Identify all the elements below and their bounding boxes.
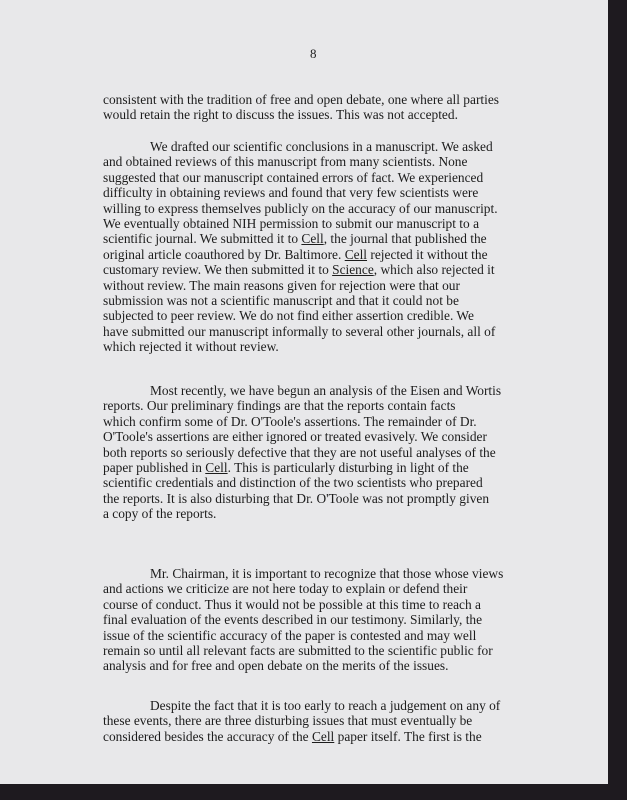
text-line [103,185,498,200]
text-line [103,414,501,429]
text-segment: rejected it without the [367,246,488,262]
text-line [103,216,498,231]
text-line [103,445,501,460]
paragraph-3 [103,383,501,522]
paragraph-4 [103,566,503,674]
text-segment: analysis and for free and open debate on the merits of the issues. [103,658,449,674]
paragraph-5 [103,698,500,744]
text-line [103,612,503,627]
text-segment: and actions we criticize are not here today to explain or defend their [103,581,468,597]
text-line [103,339,498,354]
text-line [103,475,501,490]
text-segment: Most recently, we have begun an analysis of the Eisen and Wortis [150,383,502,398]
text-segment: We drafted our scientific conclusions in a manuscript. We asked [150,139,493,154]
text-line [103,231,498,246]
text-segment: final evaluation of the events described in our testimony. Similarly, the [103,612,483,628]
text-line [103,92,499,107]
text-segment: . This is particularly disturbing in light of the [227,459,469,475]
underlined-title: Cell [344,246,368,262]
text-segment: without review. The main reasons given for rejection were that our [103,277,460,293]
text-segment: difficulty in obtaining reviews and found that very few scientists were [103,185,479,201]
text-segment: a copy of the reports. [103,506,217,522]
text-line [103,698,500,713]
underlined-title: Cell [311,728,335,744]
text-line [103,713,500,728]
text-line [103,247,498,262]
text-line [103,429,501,444]
text-line [103,581,503,596]
text-segment: have submitted our manuscript informally to several other journals, all of [103,323,496,339]
text-segment: We eventually obtained NIH permission to submit our manuscript to a [103,215,480,231]
text-segment: subjected to peer review. We do not find either assertion credible. We [103,308,474,324]
text-line [103,278,498,293]
text-line [103,107,499,122]
text-line [103,170,498,185]
text-line [103,566,503,581]
text-line [103,729,500,744]
text-line [103,324,498,339]
text-line [103,139,498,154]
text-segment: Mr. Chairman, it is important to recognize that those whose views [150,566,504,581]
text-line [103,154,498,169]
text-segment: reports. Our preliminary findings are that the reports contain facts [103,398,456,414]
text-line [103,398,501,413]
text-line [103,383,501,398]
text-segment: scientific journal. We submitted it to [103,231,302,247]
paragraph-2 [103,139,498,354]
text-segment: issue of the scientific accuracy of the paper is contested and may well [103,627,477,643]
text-line [103,597,503,612]
text-line [103,491,501,506]
text-segment: , the journal that published the [323,231,487,247]
text-segment: would retain the right to discuss the issues. This was not accepted. [103,107,458,123]
text-segment: customary review. We then submitted it to [103,262,333,278]
text-line [103,506,501,521]
text-segment: considered besides the accuracy of the [103,728,312,744]
underlined-title: Cell [205,459,228,475]
underlined-title: Science [332,262,374,278]
text-segment: willing to express themselves publicly on the accuracy of our manuscript. [103,200,498,216]
text-segment: which confirm some of Dr. O'Toole's assertions. The remainder of Dr. [103,413,477,429]
text-line [103,658,503,673]
text-segment: paper itself. The first is the [334,728,482,744]
text-segment: Despite the fact that it is too early to reach a judgement on any of [150,698,501,713]
text-line [103,262,498,277]
text-segment: original article coauthored by Dr. Baltimore. [103,246,345,262]
text-segment: which rejected it without review. [103,339,279,355]
text-segment: both reports so seriously defective that they are not useful analyses of the [103,444,496,460]
text-segment: O'Toole's assertions are either ignored or treated evasively. We consider [103,429,487,445]
text-segment: and obtained reviews of this manuscript from many scientists. None [103,154,468,170]
underlined-title: Cell [301,231,324,247]
text-segment: the reports. It is also disturbing that Dr. O'Toole was not promptly given [103,490,490,506]
text-segment: scientific credentials and distinction of the two scientists who prepared [103,475,483,491]
text-line [103,643,503,658]
text-line [103,628,503,643]
text-line [103,460,501,475]
text-segment: remain so until all relevant facts are submitted to the scientific public for [103,642,493,658]
text-line [103,308,498,323]
paragraph-1 [103,92,499,123]
text-segment: course of conduct. Thus it would not be possible at this time to reach a [103,596,481,612]
text-segment: submission was not a scientific manuscript and that it could not be [103,292,459,308]
text-segment: these events, there are three disturbing issues that must eventually be [103,713,473,729]
text-segment: consistent with the tradition of free and open debate, one where all parties [103,92,499,107]
page-number: 8 [310,46,317,61]
text-segment: paper published in [103,459,206,475]
text-segment: suggested that our manuscript contained errors of fact. We experienced [103,169,484,185]
text-segment: , which also rejected it [373,262,495,278]
text-line [103,293,498,308]
text-line [103,201,498,216]
